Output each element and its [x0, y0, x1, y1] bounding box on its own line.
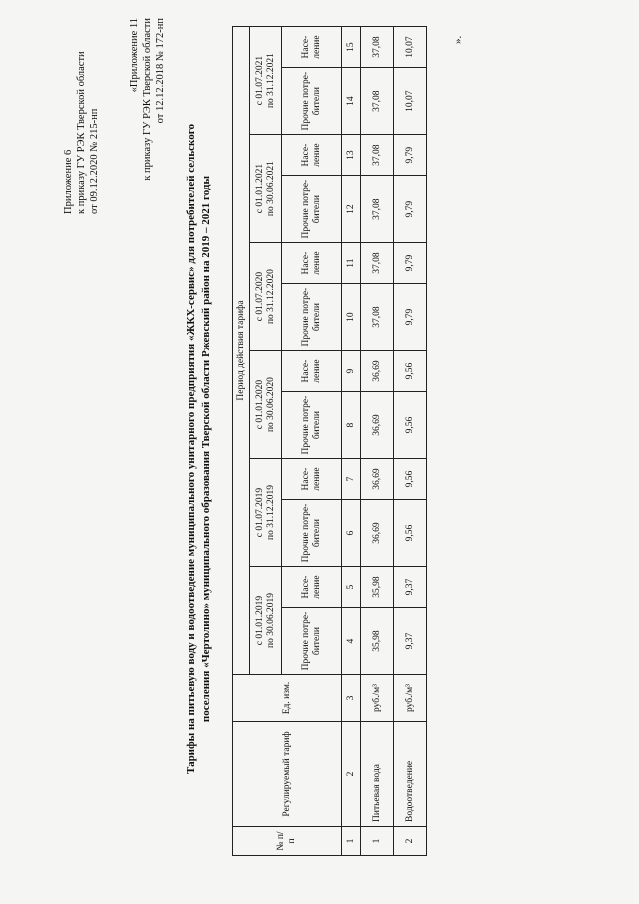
- sub-population: Насе-ление: [282, 135, 342, 176]
- value-cell: 9,79: [394, 284, 427, 351]
- value-cell: 36,69: [361, 351, 394, 392]
- value-cell: 9,79: [394, 243, 427, 284]
- index-cell: 12: [342, 176, 361, 243]
- period-6-to: по 31.12.2021: [265, 53, 276, 109]
- appendix-11-line1: «Приложение 11: [129, 18, 140, 93]
- sub-population: Насе-ление: [282, 243, 342, 284]
- value-cell: 35,98: [361, 608, 394, 675]
- period-5: [250, 135, 282, 243]
- period-1-to: по 30.06.2019: [265, 593, 276, 648]
- index-cell: 13: [342, 135, 361, 176]
- sub-population: Насе-ление: [282, 459, 342, 500]
- sub-other: Прочие потре-бители: [282, 392, 342, 459]
- index-cell: 11: [342, 243, 361, 284]
- period-1: [250, 567, 282, 675]
- index-cell: 1: [342, 827, 361, 856]
- value-cell: 36,69: [361, 459, 394, 500]
- appendix-6-header: [62, 14, 101, 214]
- row-unit: руб./м³: [361, 675, 394, 722]
- header-unit: Ед. изм.: [233, 675, 342, 722]
- sub-other: Прочие потре-бители: [282, 68, 342, 135]
- index-cell: 10: [342, 284, 361, 351]
- appendix-6-line2: к приказу ГУ РЭК Тверской области: [76, 51, 88, 214]
- sub-other: Прочие потре-бители: [282, 608, 342, 675]
- value-cell: 35,98: [361, 567, 394, 608]
- table-row: [361, 27, 394, 856]
- value-cell: 37,08: [361, 243, 394, 284]
- period-3-from: с 01.01.2020: [254, 379, 265, 430]
- index-cell: 7: [342, 459, 361, 500]
- period-5-from: с 01.01.2021: [254, 163, 265, 214]
- row-num: 1: [361, 827, 394, 856]
- title-line1: Тарифы на питьевую воду и водоотведение муниципального унитарного предприятия «ЖКХ-сервис» для потребителей сельского: [185, 124, 197, 774]
- value-cell: 9,56: [394, 500, 427, 567]
- appendix-6-line1: Приложение 6: [63, 149, 74, 214]
- period-4-to: по 31.12.2020: [265, 269, 276, 325]
- value-cell: 36,69: [361, 392, 394, 459]
- sub-population: Насе-ление: [282, 351, 342, 392]
- period-6: [250, 27, 282, 135]
- period-6-from: с 01.07.2021: [254, 55, 265, 106]
- index-cell: 6: [342, 500, 361, 567]
- period-4-from: с 01.07.2020: [254, 271, 265, 322]
- value-cell: 9,79: [394, 176, 427, 243]
- document-title: [184, 14, 214, 884]
- value-cell: 10,07: [394, 27, 427, 68]
- index-cell: 3: [342, 675, 361, 722]
- closing-quote: ».: [452, 35, 464, 44]
- period-2-from: с 01.07.2019: [254, 487, 265, 538]
- header-tariff: Регулируемый тариф: [233, 722, 342, 827]
- period-3: [250, 351, 282, 459]
- value-cell: 9,37: [394, 608, 427, 675]
- tariff-table: [232, 26, 427, 856]
- period-2-to: по 31.12.2019: [265, 485, 276, 541]
- period-5-to: по 30.06.2021: [265, 161, 276, 217]
- value-cell: 9,56: [394, 351, 427, 392]
- row-unit: руб./м³: [394, 675, 427, 722]
- header-num: № п/п: [233, 827, 342, 856]
- header-period: Период действия тарифа: [233, 27, 250, 675]
- table-row: [394, 27, 427, 856]
- sub-other: Прочие потре-бители: [282, 500, 342, 567]
- period-3-to: по 30.06.2020: [265, 377, 276, 433]
- period-1-from: с 01.01.2019: [254, 595, 265, 646]
- sub-other: Прочие потре-бители: [282, 176, 342, 243]
- value-cell: 37,08: [361, 135, 394, 176]
- value-cell: 37,08: [361, 27, 394, 68]
- index-row: [342, 27, 361, 856]
- value-cell: 9,56: [394, 392, 427, 459]
- appendix-11-header: [128, 18, 167, 238]
- index-cell: 2: [342, 722, 361, 827]
- sub-population: Насе-ление: [282, 567, 342, 608]
- appendix-11-line3: от 12.12.2018 № 172-нп: [155, 18, 167, 124]
- index-cell: 4: [342, 608, 361, 675]
- sub-other: Прочие потре-бители: [282, 284, 342, 351]
- index-cell: 14: [342, 68, 361, 135]
- period-2: [250, 459, 282, 567]
- value-cell: 37,08: [361, 68, 394, 135]
- value-cell: 37,08: [361, 176, 394, 243]
- appendix-11-line2: к приказу ГУ РЭК Тверской области: [142, 18, 154, 181]
- period-4: [250, 243, 282, 351]
- index-cell: 9: [342, 351, 361, 392]
- value-cell: 36,69: [361, 500, 394, 567]
- value-cell: 9,79: [394, 135, 427, 176]
- value-cell: 37,08: [361, 284, 394, 351]
- value-cell: 10,07: [394, 68, 427, 135]
- title-line2: поселения «Чертолино» муниципального образования Тверской области Ржевский район на 2019 – 2021 годы: [199, 175, 212, 723]
- row-name: Питьевая вода: [361, 722, 394, 827]
- index-cell: 15: [342, 27, 361, 68]
- value-cell: 9,56: [394, 459, 427, 500]
- index-cell: 5: [342, 567, 361, 608]
- index-cell: 8: [342, 392, 361, 459]
- appendix-6-line3: от 09.12.2020 № 215-нп: [89, 108, 101, 214]
- value-cell: 9,37: [394, 567, 427, 608]
- sub-population: Насе-ление: [282, 27, 342, 68]
- row-name: Водоотведение: [394, 722, 427, 827]
- row-num: 2: [394, 827, 427, 856]
